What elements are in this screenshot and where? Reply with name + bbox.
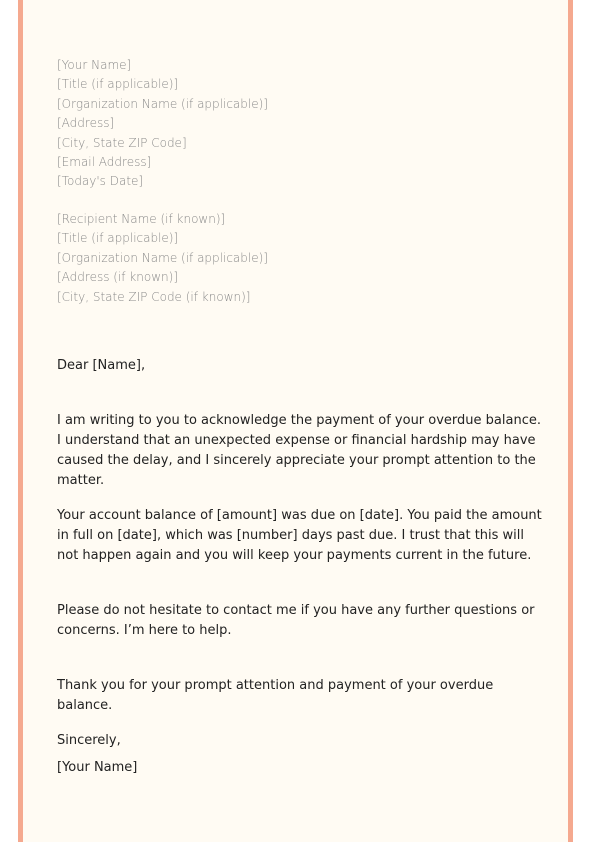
- body-paragraph-1: I am writing to you to acknowledge the payment of your overdue balance. I understand that an unexpected expense or financial hardship may have caused the delay, and I sincerely appreciate your prompt attention to the matter.: [57, 413, 541, 488]
- sender-address-block: [57, 56, 268, 192]
- sender-address: [Address]: [57, 116, 115, 131]
- recipient-address: [Address (if known)]: [57, 270, 179, 285]
- recipient-name: [Recipient Name (if known)]: [57, 212, 226, 226]
- salutation: Dear [Name],: [57, 358, 146, 373]
- sender-name: [Your Name]: [57, 58, 132, 72]
- recipient-title: [Title (if applicable)]: [57, 231, 179, 246]
- closing: Sincerely,: [57, 733, 121, 748]
- signature-name: [Your Name]: [57, 760, 138, 775]
- right-border-stripe: [568, 0, 573, 842]
- sender-email: [Email Address]: [57, 155, 152, 170]
- recipient-organization: [Organization Name (if applicable)]: [57, 250, 268, 265]
- sender-organization: [Organization Name (if applicable)]: [57, 96, 268, 111]
- body-paragraph-3: Please do not hesitate to contact me if you have any further questions or concerns. I’m here to help.: [57, 603, 535, 638]
- left-border-stripe: [18, 0, 23, 842]
- sender-city-state-zip: [City, State ZIP Code]: [57, 135, 187, 150]
- body-paragraph-2: Your account balance of [amount] was due on [date]. You paid the amount in full on [date], which was [number] days past due. I trust that this will not happen again and you will keep your payments current in the future.: [57, 508, 542, 563]
- sender-title: [Title (if applicable)]: [57, 77, 179, 92]
- recipient-city-state-zip: [City, State ZIP Code (if known)]: [57, 289, 251, 304]
- recipient-address-block: [57, 210, 268, 307]
- body-paragraph-4: Thank you for your prompt attention and payment of your overdue balance.: [57, 678, 494, 713]
- letter-date: [Today's Date]: [57, 174, 144, 189]
